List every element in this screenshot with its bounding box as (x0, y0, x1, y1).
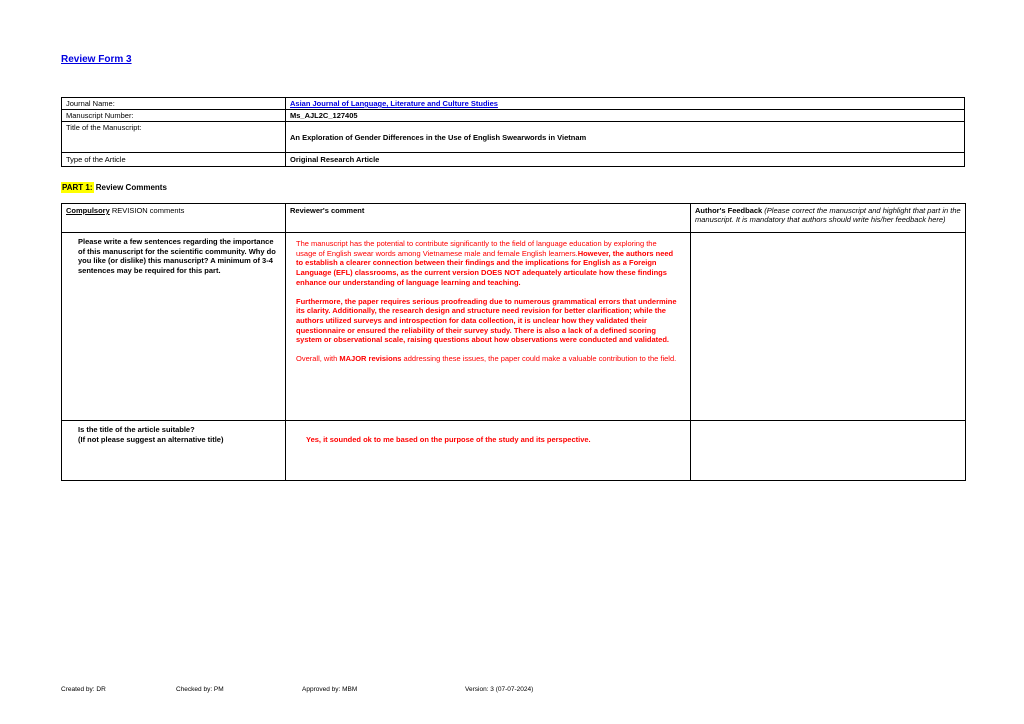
table-row (62, 98, 965, 110)
part1-heading (61, 183, 167, 192)
manuscript-number-value: Ms_AJL2C_127405 (286, 110, 965, 122)
table-row (62, 153, 965, 167)
review-comments-table (61, 203, 966, 481)
header-revision-comments: REVISION comments (109, 206, 185, 215)
article-type-value: Original Research Article (286, 153, 965, 167)
comment-paragraph-3 (296, 354, 678, 364)
table-row (62, 233, 966, 421)
author-feedback-cell (691, 233, 966, 421)
author-feedback-title: Author's Feedback (695, 206, 763, 215)
manuscript-title-value: An Exploration of Gender Differences in the Use of English Swearwords in Vietnam (286, 122, 965, 153)
table-row (62, 110, 965, 122)
importance-question: Please write a few sentences regarding the importance of this manuscript for the scientific community. Why do you like (or dislike) this manuscript? A minimum of 3-4 sentences may be required for this part. (62, 233, 286, 421)
title-suitability-question (62, 421, 286, 481)
manuscript-number-label: Manuscript Number: (62, 110, 286, 122)
comment-text: The manuscript has the potential to contribute significantly to the field of language education by exploring the usage of English swear words among Vietnamese male and female English learners. (296, 239, 657, 258)
question-line: (If not please suggest an alternative title) (78, 434, 224, 444)
comment-paragraph-1 (296, 239, 678, 288)
author-feedback-note: (Please correct the manuscript and highlight that part in the manuscript. It is mandatory that authors should write his/her feedback here) (695, 206, 961, 224)
article-type-label: Type of the Article (62, 153, 286, 167)
footer-version: Version: 3 (07-07-2024) (465, 686, 534, 693)
header-row (62, 204, 966, 233)
comment-paragraph-2: Furthermore, the paper requires serious proofreading due to numerous grammatical errors that undermine its clarity. Additionally, the research design and structure need revision for better clarification; while the authors utilized surveys and introspection for data collection, it is unclear how they validated their questionnaire or ensured the reliability of their survey study. There is also a lack of a defined scoring system or observational scale, raising questions about how observations were conducted and validated. (296, 296, 677, 345)
journal-link[interactable]: Asian Journal of Language, Literature and Culture Studies (290, 99, 498, 108)
table-row (62, 421, 966, 481)
comment-text: Overall, with (296, 354, 340, 364)
footer-checked-by: Checked by: PM (176, 686, 224, 693)
part1-badge: PART 1: (62, 183, 93, 192)
header-author-feedback (691, 204, 966, 233)
footer-created-by: Created by: DR (61, 686, 106, 693)
document-title: Review Form 3 (61, 54, 132, 65)
header-compulsory-word: Compulsory (66, 206, 110, 215)
part1-title: Review Comments (93, 183, 167, 192)
author-feedback-cell (691, 421, 966, 481)
footer-approved-by: Approved by: MBM (302, 686, 358, 693)
header-compulsory (62, 204, 286, 233)
journal-name-cell (286, 98, 965, 110)
comment-text-bold: MAJOR revisions (339, 354, 402, 364)
header-reviewer-comment: Reviewer's comment (286, 204, 691, 233)
reviewer-comment-text (290, 234, 686, 377)
journal-name-label: Journal Name: (62, 98, 286, 110)
comment-text: addressing these issues, the paper could make a valuable contribution to the field. (401, 354, 677, 364)
table-row (62, 122, 965, 153)
comment-text-bold: However, the authors need to establish a clearer connection between their findings and the implications for English as a Foreign Language (EFL) classrooms, as the current version DOES NOT adequately articulate how these findings enhance our understanding of language learning and teaching. (296, 248, 674, 287)
title-suitability-answer: Yes, it sounded ok to me based on the purpose of the study and its perspective. (286, 421, 691, 481)
question-line: Is the title of the article suitable? (78, 425, 195, 434)
manuscript-title-label: Title of the Manuscript: (62, 122, 286, 153)
manuscript-info-table (61, 97, 965, 167)
reviewer-comment-cell (286, 233, 691, 421)
